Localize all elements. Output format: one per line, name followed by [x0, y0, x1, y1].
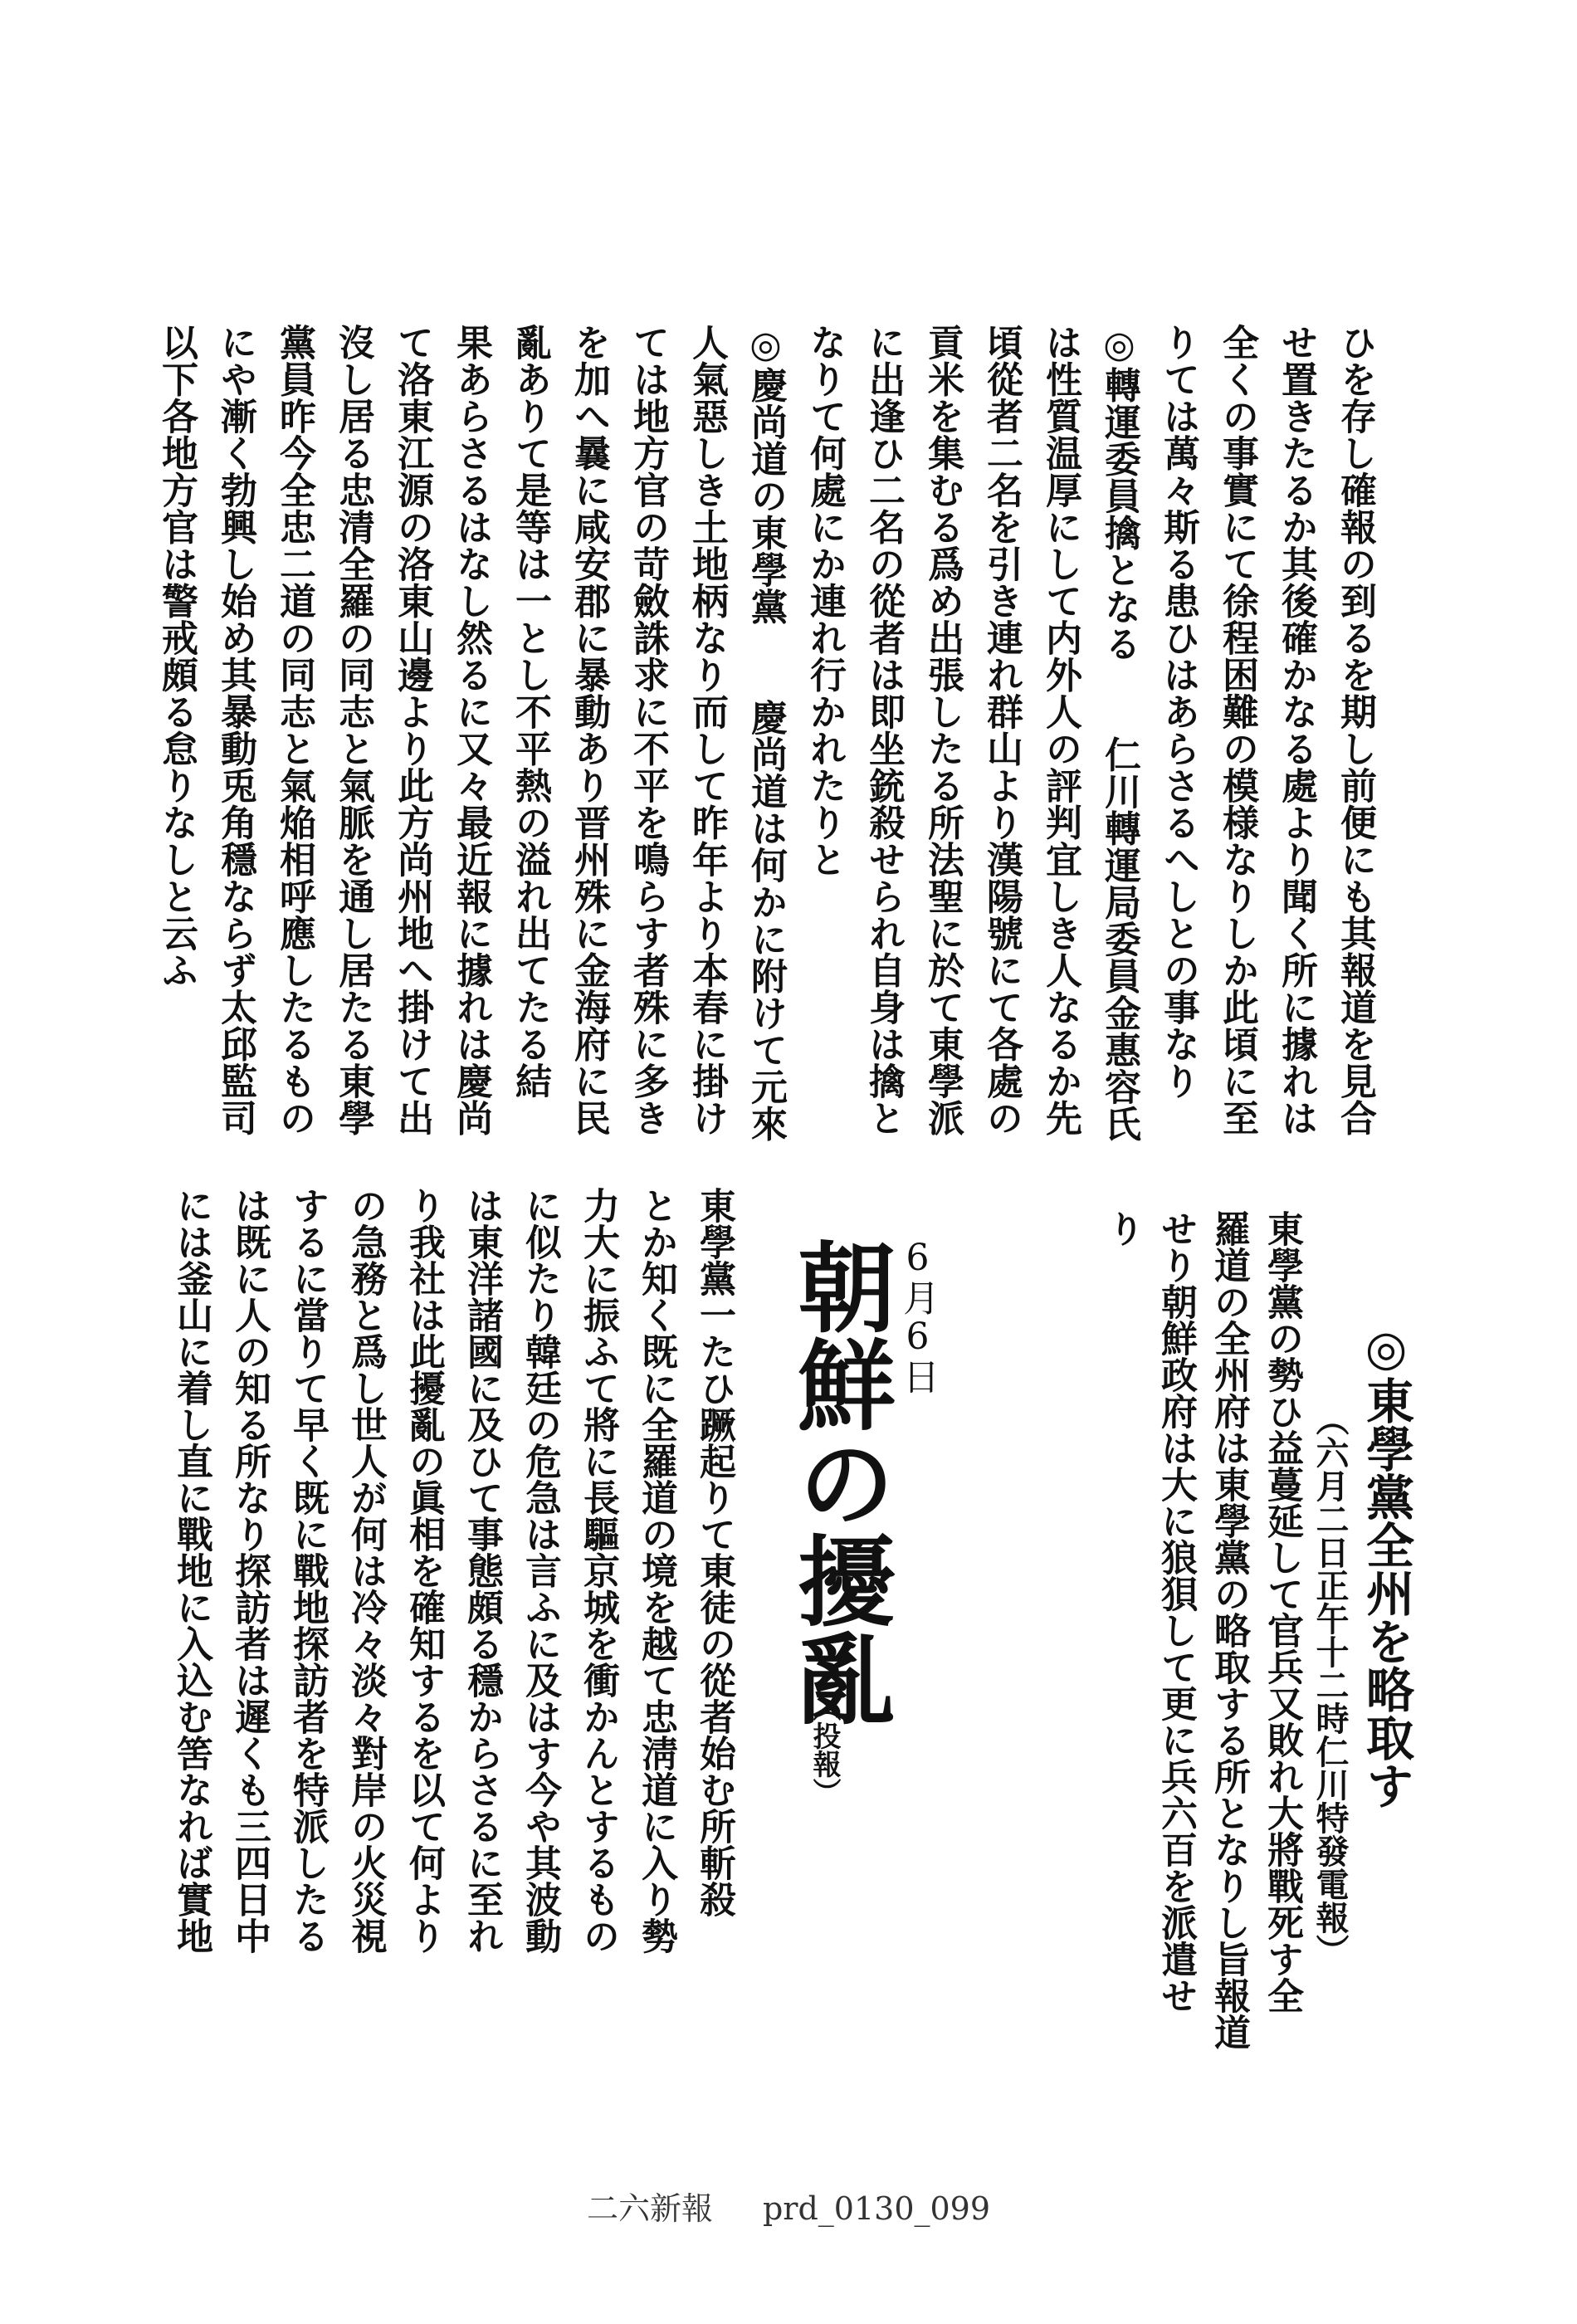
article-headline-korea-disturbance: 朝鮮の擾亂 — [781, 1237, 896, 1726]
article-subhead-telegram: （六月二日正午十二時仁川特發電報） — [1311, 1403, 1350, 1967]
footer-reference: prd_0130_099 — [762, 2190, 991, 2227]
article-source-label: （投報） — [808, 1693, 841, 1806]
upper-news-column: ひを存し確報の到るを期し前便にも其報道を見合 せ置きたるか其後確かなる處より聞く所に據れは 全くの事實にて徐程困難の模様なりしか此頃に至 りては萬々斯る患ひはあらさるへしとの事なり ◎轉運委員擒となる 仁川轉運局委員金惠容氏 は性質温厚にして内外人の評判宜しき人なるか先 頃從者二名を引き連れ群山より漢陽號にて各處の 貢米を集むる爲め出張したる所法聖に於て東學派 に出逢ひ二名の從者は即坐銃殺せられ自身は擒と なりて何處にか連れ行かれたりと ◎慶尚道の東學黨 慶尚道は何かに附けて元來 人氣惡しき土地柄なり而して昨年より本春に掛け ては地方官の苛斂誅求に不平を鳴らす者殊に多き を加へ曩に咸安郡に暴動あり晋州殊に金海府に民 亂ありて是等は一とし不平熱の溢れ出てたる結 果あらさるはなし然るに又々最近報に據れは慶尚 て洛東江源の洛東山邊より此方尚州地へ掛けて出 沒し居る忠清全羅の同志と氣脈を通し居たる東學 黨員昨今全忠二道の同志と氣焔相呼應したるもの にや漸く勃興し始め其暴動兎角穩ならず太邱監司 以下各地方官は警戒頗る怠りなしと云ふ — [155, 324, 1376, 1142]
footer-publication: 二六新報 — [586, 2190, 713, 2227]
article-headline-zenshu: ◎東學黨全州を略取す — [1358, 1320, 1414, 1809]
article-body-korea-disturbance: 東學黨一たひ蹶起りて東徒の從者始む所斬殺 とか知く既に全羅道の境を越て忠淸道に入り勢 力大に振ふて將に長驅京城を衝かんとするもの に似たり韓廷の危急は言ふに及はす今や其波動 は東洋諸國に及ひて事態頗る穩からさるに至れ り我社は此擾亂の眞相を確知するを以て何より の急務と爲し世人が何は冷々淡々對岸の火災視 するに當りて早く既に戰地探訪者を特派したる は既に人の知る所なり探訪者は遲くも三四日中 には釜山に着し直に戰地に入込む筈なれば實地 — [170, 1187, 735, 1954]
article-body-zenshu: 東學黨の勢ひ益蔓延して官兵又敗れ大將戰死す全 羅道の全州府は東學黨の略取する所となりし旨報道 せり朝鮮政府は大に狼狽して更に兵六百を派遣せ り — [1101, 1210, 1303, 2050]
page-footer — [0, 2183, 1577, 2229]
date-label: 6月6日 — [896, 1237, 939, 1394]
